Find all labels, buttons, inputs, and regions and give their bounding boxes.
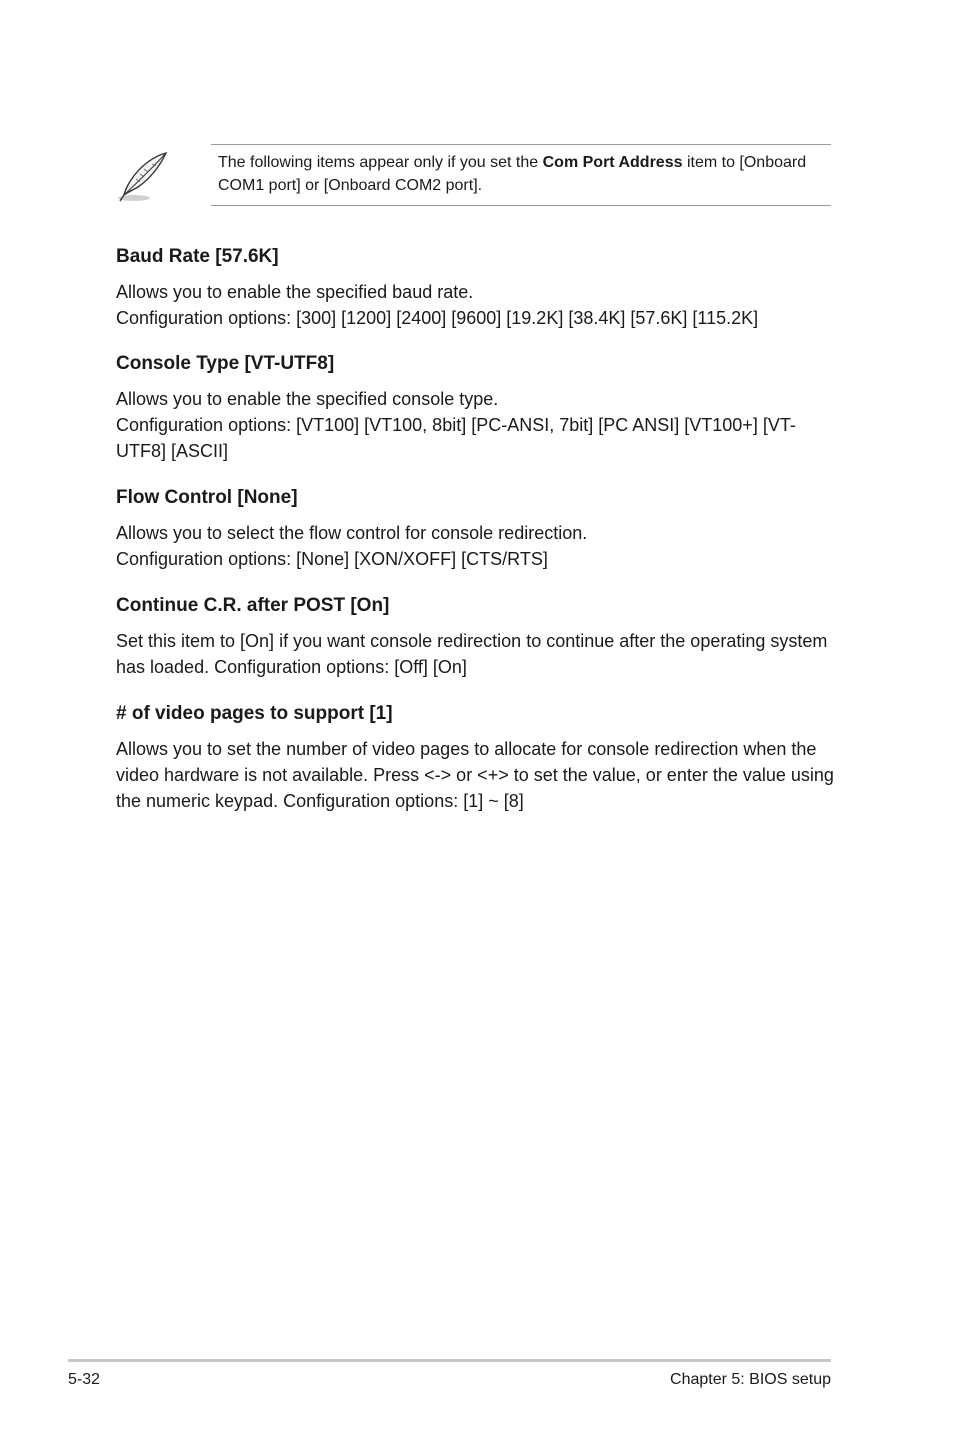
section-heading: Flow Control [None]	[116, 487, 298, 508]
section-description: Allows you to enable the specified baud rate.	[116, 282, 474, 302]
chapter-title: Chapter 5: BIOS setup	[670, 1371, 831, 1388]
section-console-type	[116, 351, 836, 464]
section-description: Allows you to set the number of video pages to allocate for console redirection when the video hardware is not available. Press <-> or <+> to set the value, or enter the value using the numeric keypad. Configuration options: [1] ~ [8]	[116, 739, 834, 811]
section-options: Configuration options: [VT100] [VT100, 8bit] [PC-ANSI, 7bit] [PC ANSI] [VT100+] [VT-UTF8] [ASCII]	[116, 415, 796, 461]
note-text-before: The following items appear only if you set the	[218, 154, 543, 171]
note-text-bold: Com Port Address	[542, 154, 683, 171]
note-box	[211, 144, 831, 206]
section-heading: Baud Rate [57.6K]	[116, 246, 279, 267]
section-video-pages	[116, 701, 836, 814]
section-description: Allows you to enable the specified console type.	[116, 389, 499, 409]
note-text	[218, 151, 823, 197]
footer-divider	[68, 1359, 831, 1362]
section-options: Configuration options: [300] [1200] [2400] [9600] [19.2K] [38.4K] [57.6K] [115.2K]	[116, 308, 759, 328]
section-description: Allows you to select the flow control for console redirection.	[116, 523, 588, 543]
section-baud-rate	[116, 244, 836, 331]
section-heading: Continue C.R. after POST [On]	[116, 595, 390, 616]
main-content	[116, 244, 836, 814]
page-number: 5-32	[68, 1371, 101, 1388]
section-heading: # of video pages to support [1]	[116, 703, 393, 724]
section-flow-control	[116, 485, 836, 572]
note-text-after: item to [Onboard COM1 port] or [Onboard COM2 port].	[218, 154, 807, 194]
section-options: Configuration options: [None] [XON/XOFF] [CTS/RTS]	[116, 549, 548, 569]
section-heading: Console Type [VT-UTF8]	[116, 353, 335, 374]
quill-pen-icon	[114, 150, 172, 206]
section-continue-cr	[116, 593, 836, 680]
section-description: Set this item to [On] if you want console redirection to continue after the operating system has loaded. Configuration options: [Off] [On]	[116, 631, 828, 677]
